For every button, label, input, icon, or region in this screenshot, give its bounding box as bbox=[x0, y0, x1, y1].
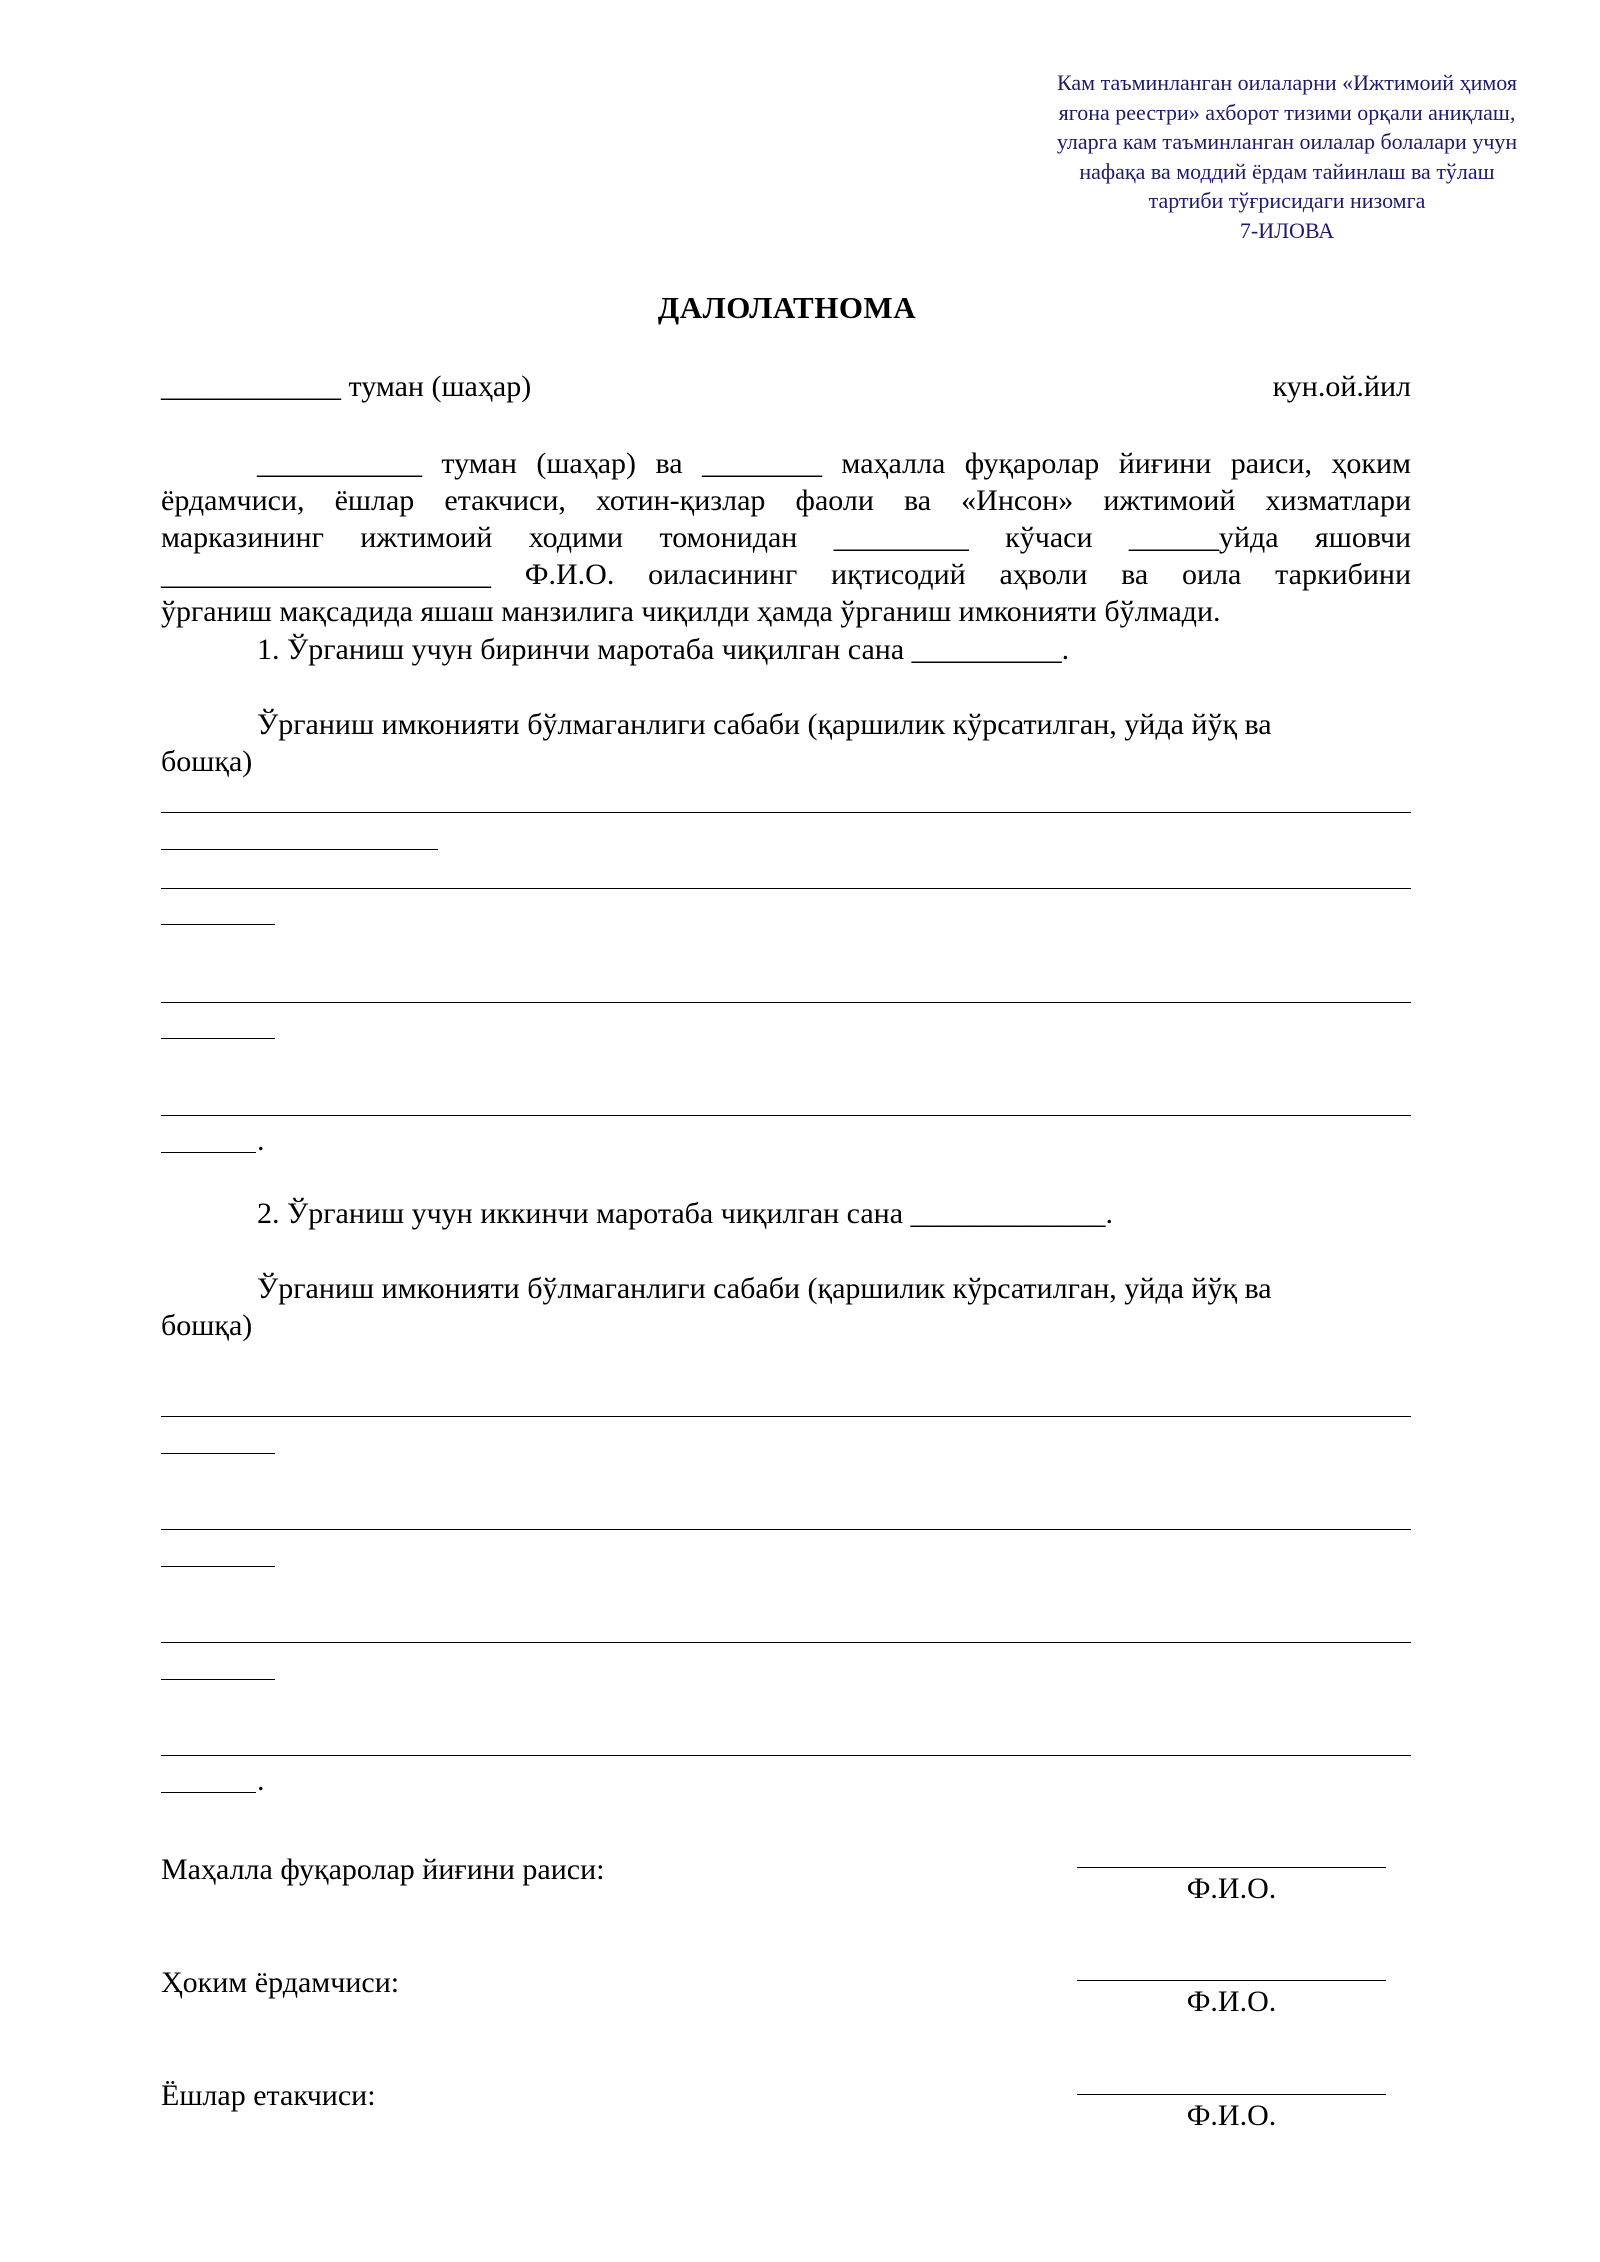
first-visit-reason-label: бошқа) bbox=[161, 745, 253, 778]
signature-line bbox=[1077, 1867, 1386, 1868]
appendix-note-line: нафақа ва моддий ёрдам тайинлаш ва тўлаш bbox=[1079, 158, 1495, 184]
fill-line bbox=[161, 1453, 275, 1454]
district-line: ____________ туман (шаҳар) bbox=[161, 370, 532, 403]
intro-line: ___________ туман (шаҳар) ва ________ маҳалла фуқаролар йиғини раиси, ҳоким bbox=[257, 447, 1411, 480]
appendix-note-line: тартиби тўғрисидаги низомга bbox=[1148, 188, 1426, 213]
fill-line bbox=[161, 1002, 1411, 1003]
signature-fio: Ф.И.О. bbox=[1186, 1872, 1277, 1905]
signature-fio: Ф.И.О. bbox=[1186, 2099, 1277, 2132]
signature-role: Ҳоким ёрдамчиси: bbox=[161, 1966, 400, 1999]
second-visit-reason-label: Ўрганиш имконияти бўлмаганлиги сабаби (қаршилик кўрсатилган, уйда йўқ ва bbox=[257, 1272, 1272, 1305]
intro-line: ______________________ Ф.И.О. оиласининг иқтисодий аҳволи ва оила таркибини bbox=[161, 558, 1411, 591]
appendix-note-line: ягона реестри» ахборот тизими орқали аниқлаш, bbox=[1058, 99, 1516, 125]
period: . bbox=[257, 1124, 265, 1157]
appendix-note-line: уларга кам таъминланган оилалар болалари учун bbox=[1056, 129, 1518, 154]
signature-role: Ёшлар етакчиси: bbox=[161, 2079, 376, 2112]
fill-line bbox=[161, 1529, 1411, 1530]
signature-fio: Ф.И.О. bbox=[1186, 1985, 1277, 2018]
signature-role: Маҳалла фуқаролар йиғини раиси: bbox=[161, 1853, 605, 1886]
first-visit-date: 1. Ўрганиш учун биринчи маротаба чиқилган сана __________. bbox=[257, 633, 1070, 666]
fill-line bbox=[161, 812, 1411, 813]
second-visit-reason-label: бошқа) bbox=[161, 1309, 253, 1342]
fill-line bbox=[161, 1679, 275, 1680]
intro-line: ёрдамчиси, ёшлар етакчиси, хотин-қизлар фаоли ва «Инсон» ижтимоий хизматлари bbox=[161, 484, 1411, 517]
fill-line bbox=[161, 1755, 1411, 1756]
fill-line bbox=[161, 1115, 1411, 1116]
fill-line bbox=[161, 888, 1411, 889]
appendix-note-line: Кам таъминланган оилаларни «Ижтимоий ҳимоя bbox=[1057, 70, 1517, 95]
fill-line bbox=[161, 1566, 275, 1567]
second-visit-date: 2. Ўрганиш учун иккинчи маротаба чиқилган сана _____________. bbox=[257, 1197, 1114, 1230]
signature-line bbox=[1077, 1980, 1386, 1981]
fill-line bbox=[161, 1038, 275, 1039]
signature-line bbox=[1077, 2094, 1386, 2095]
appendix-number: 7-ИЛОВА bbox=[1239, 217, 1335, 243]
intro-line: марказининг ижтимоий ходими томонидан _________ кўчаси ______уйда яшовчи bbox=[161, 521, 1411, 554]
first-visit-reason-label: Ўрганиш имконияти бўлмаганлиги сабаби (қаршилик кўрсатилган, уйда йўқ ва bbox=[257, 708, 1272, 741]
appendix-note bbox=[1022, 68, 1552, 245]
document-title: ДАЛОЛАТНОМА bbox=[657, 290, 917, 325]
fill-line bbox=[161, 924, 275, 925]
intro-line: ўрганиш мақсадида яшаш манзилига чиқилди ҳамда ўрганиш имконияти бўлмади. bbox=[161, 595, 1221, 628]
fill-line bbox=[161, 1792, 256, 1793]
fill-line bbox=[161, 1152, 256, 1153]
fill-line bbox=[161, 1416, 1411, 1417]
date-label: кун.ой.йил bbox=[1272, 370, 1411, 403]
fill-line bbox=[161, 1642, 1411, 1643]
fill-line bbox=[161, 849, 438, 850]
period: . bbox=[257, 1764, 265, 1797]
